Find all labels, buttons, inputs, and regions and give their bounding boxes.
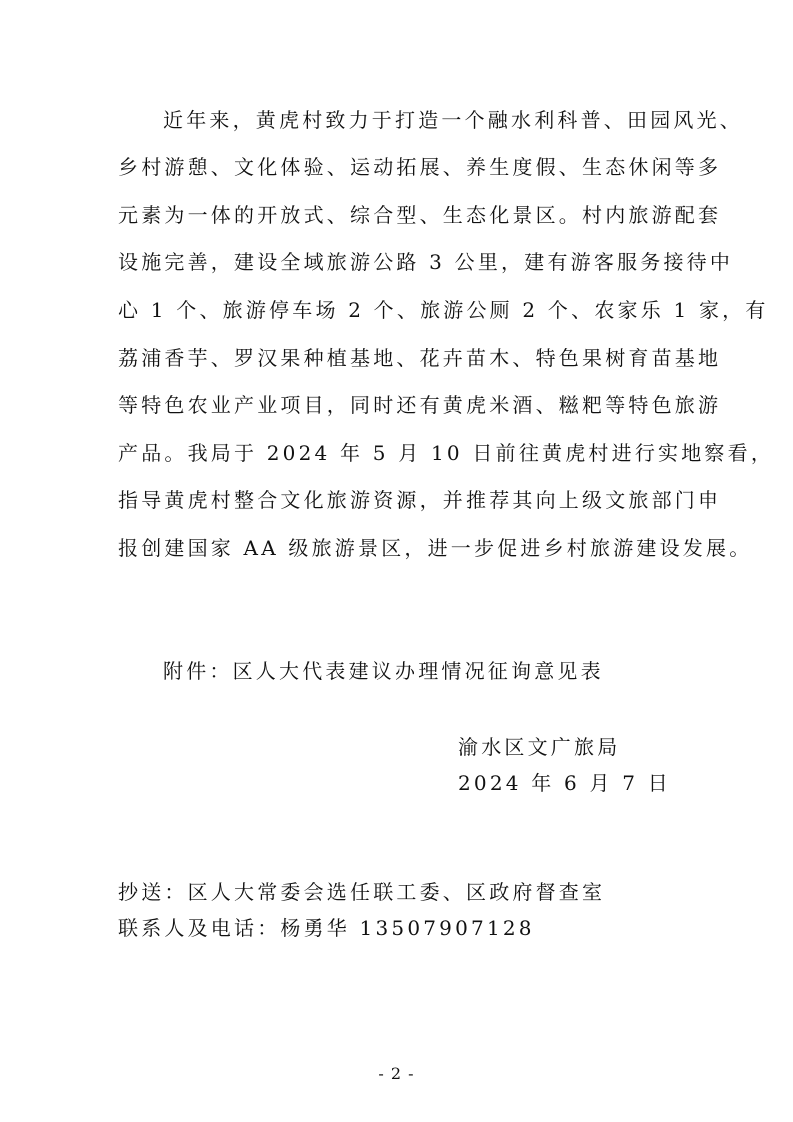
body-line: 乡村游憩、文化体验、运动拓展、养生度假、生态休闲等多 (118, 155, 722, 179)
body-line: 报创建国家 AA 级旅游景区，进一步促进乡村旅游建设发展。 (118, 536, 753, 560)
body-line: 荔浦香芋、罗汉果种植基地、花卉苗木、特色果树育苗基地 (118, 346, 722, 370)
body-line: 设施完善，建设全域旅游公路 3 公里，建有游客服务接待中 (118, 250, 734, 274)
contact-info: 联系人及电话：杨勇华 13507907128 (118, 916, 535, 940)
body-line: 近年来，黄虎村致力于打造一个融水利科普、田园风光、 (163, 108, 743, 132)
cc-recipients: 抄送：区人大常委会选任联工委、区政府督查室 (118, 880, 606, 904)
body-line: 指导黄虎村整合文化旅游资源，并推荐其向上级文旅部门申 (118, 488, 722, 512)
signature-date: 2024 年 6 月 7 日 (458, 771, 671, 795)
signature-organization: 渝水区文广旅局 (458, 735, 621, 759)
body-line: 产品。我局于 2024 年 5 月 10 日前往黄虎村进行实地察看， (118, 441, 775, 465)
body-line: 心 1 个、旅游停车场 2 个、旅游公厕 2 个、农家乐 1 家，有 (118, 298, 769, 322)
body-line: 元素为一体的开放式、综合型、生态化景区。村内旅游配套 (118, 203, 722, 227)
attachment-note: 附件：区人大代表建议办理情况征询意见表 (163, 659, 604, 683)
body-line: 等特色农业产业项目，同时还有黄虎米酒、糍粑等特色旅游 (118, 393, 722, 417)
page-number: - 2 - (378, 1064, 415, 1083)
